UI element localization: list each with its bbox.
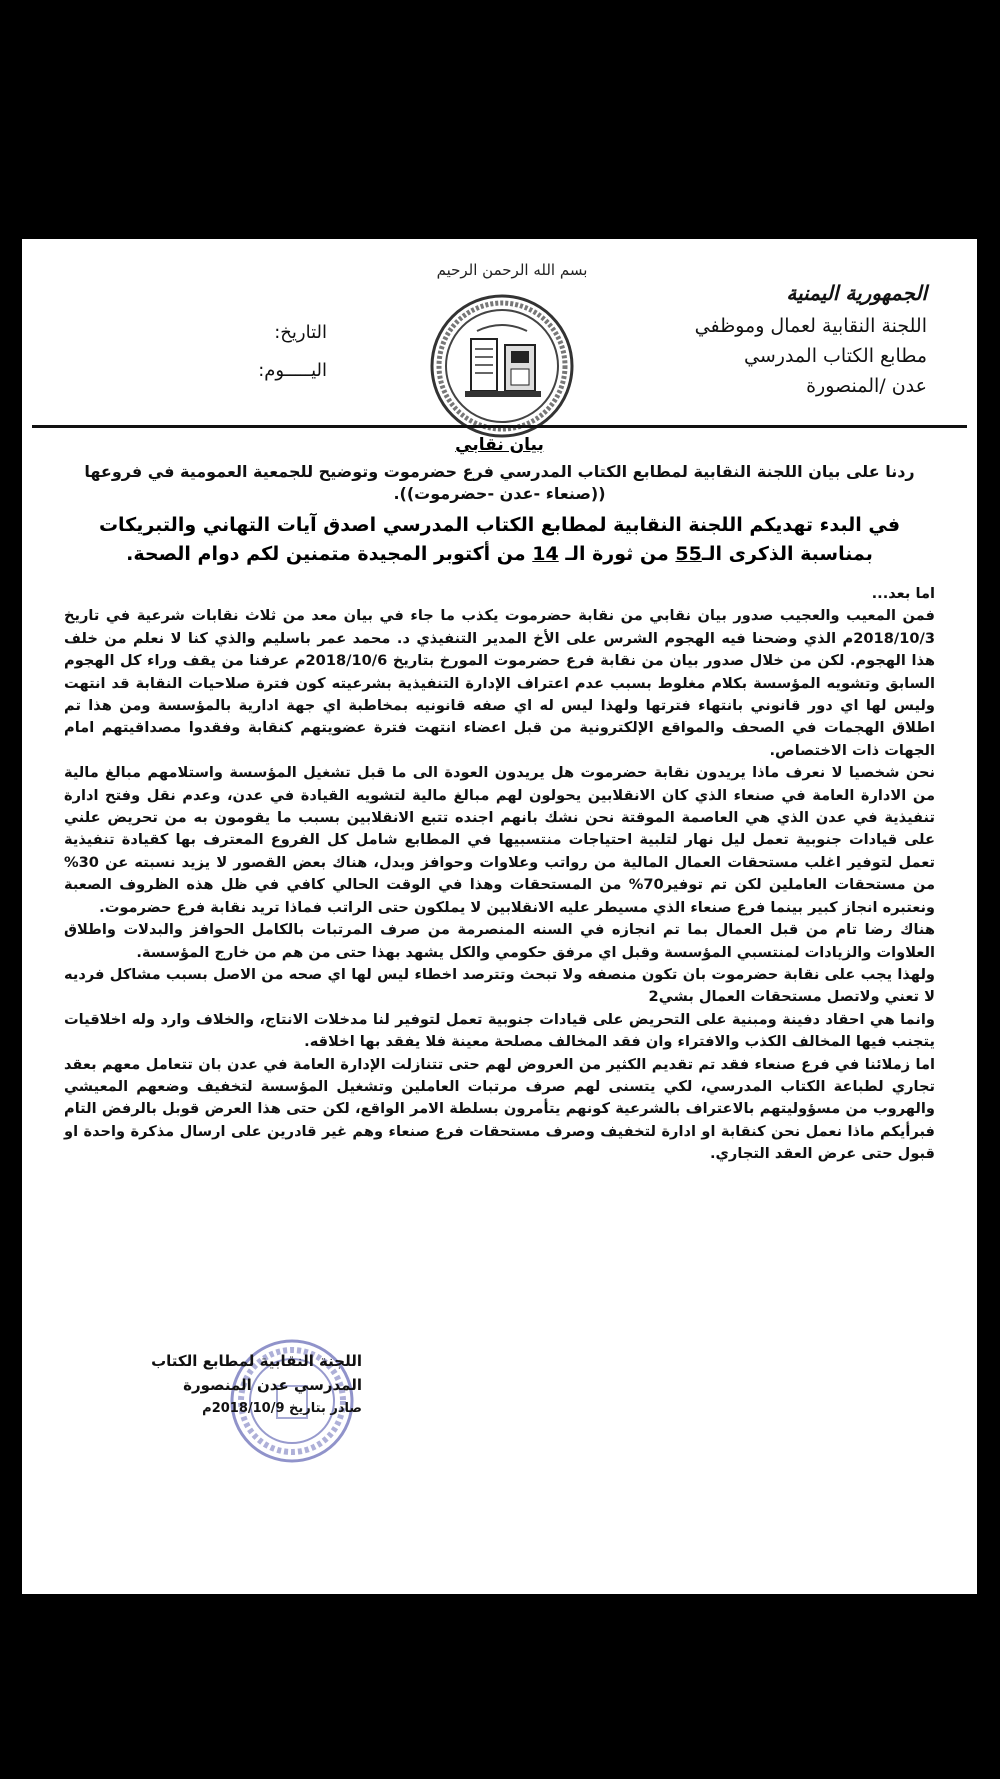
issue-date: صادر بتاريخ 2018/10/9م xyxy=(202,1401,362,1416)
signature-block xyxy=(142,1349,362,1421)
greeting-line-1: في البدء تهديكم اللجنة النقابية لمطابع الكتاب المدرسي اصدق آيات التهاني والتبريكات xyxy=(98,514,901,536)
signature-line-2: المدرسي عدن المنصورة xyxy=(183,1376,362,1394)
anniversary-number: 55 xyxy=(675,543,702,565)
org-line-3: عدن /المنصورة xyxy=(806,375,927,397)
october-date-number: 14 xyxy=(532,543,559,565)
paragraph: وانما هي احقاد دفينة ومبنية على التحريض على قيادات جنوبية تعمل لتوفير لنا مدخلات الانتاج، والخلاف وارد وله اخلاقيات يتجنب فيها المخالف الكذب والافتراء وان فقد المخالف مصلحة معينة فلا يفقد بها اخلاقه. xyxy=(64,1010,935,1051)
paragraph: اما زملائنا في فرع صنعاء فقد تم تقديم الكثير من العروض لهم حتى تتنازلت الإدارة العامة في عدن بان تتعامل معهم بعقد تجاري لطباعة الكتاب المدرسي، لكي يتسنى لهم صرف مرتبات العاملين وتشغيل المؤسسة لتخفيف وضعهم المعيشي والهروب من مسؤوليتهم بالاعتراف بالشرعية كونهم يتأمرون بسلطة الامر الواقع، لكن حتى هذا العرض قوبل بالرفض التام فبرأيكم ماذا نعمل نحن كنقابة او ادارة لتخفيف وصرف مستحقات فرع صنعاء وهم غير قادرين على ارسال مذكرة واحدة او قبول حتى عرض العقد التجاري. xyxy=(64,1055,935,1163)
document-title: بيان نقابي xyxy=(455,435,544,455)
paragraph: اما بعد... xyxy=(871,585,935,602)
header-date-block xyxy=(217,314,327,390)
paragraph: ولهذا يجب على نقابة حضرموت بان تكون منصفه ولا تبحث وتترصد اخطاء ليس لها اي صحه من الاصل بسبب مشاكل فرديه لا تعني ولاتصل مستحقات العمال بشي2 xyxy=(64,965,935,1006)
paragraph: فمن المعيب والعجيب صدور بيان نقابي من نقابة حضرموت يكذب ما جاء في بيان معد من ثلاث نقابات شرعية في تاريخ 2018/10/3م الذي وضحنا فيه الهجوم الشرس على الأخ المدير التنفيذي د. محمد عمر باسليم والذي كنا لا نعلم من خلف هذا الهجوم. لكن من خلال صدور بيان من نقابة فرع حضرموت المورخ بتاريخ 2018/10/6م عرفنا من يقف وراء كل الهجوم السابق وتشويه المؤسسة بكلام مغلوط بسبب عدم اعتراف الإدارة التنفيذية بشرعيته كون فترة صلاحيات النقابة قد انتهت وليس لها اي دور قانوني بانتهاء فترتها ولهذا ليس له اي صفه قانونيه بمخاطبة اي جهة ادارية بالمؤسسة ومن هذا تم اطلاق الهجمات في الصحف والمواقع الإلكترونية من قبل اعضاء انتهت فترة عضويتهم كنقابة وفقدوا مصداقيتهم امام الجهات ذات الاختصاص. xyxy=(64,607,936,759)
republic-calligraphy: الجمهورية اليمنية xyxy=(786,281,927,305)
paragraph: نحن شخصيا لا نعرف ماذا يريدون نقابة حضرموت هل يريدون العودة الى ما قبل تشغيل المؤسسة واستلامهم مبالغ مالية من الادارة العامة في صنعاء الذي كان الانقلابين يحولون لهم مبالغ مالية لتشويه القيادة في عدن، وعدم نقل وفتح ادارة تنفيذية في عدن الذي هي العاصمة الموقتة نحن نشك بانهم اجنده تتبع الانقلابين بسبب ما يقومون به من تحريض علني على قيادات جنوبية تعمل ليل نهار لتلبية احتياجات منتسبيها في المطابع شامل كل الفروع المعترف بها كقيادة تنفيذية تعمل لتوفير اغلب مستحقات العمال المالية من رواتب وعلاوات وحوافز وبدل، هناك بعض القصور لا يزيد نسبته عن 30% من مستحقات العاملين لكن تم توفير70% من المستحقات وهذا في الوقت الحالي كافي في ظل هذه الظروف الصعبة ونعتبره انجاز كبير بينما فرع صنعاء الذي مسيطر عليه الانقلابين لا يملكون حتى الراتب فماذا تريد نقابة فرع حضرموت. xyxy=(64,764,935,916)
paragraph: هناك رضا تام من قبل العمال بما تم انجازه في السنه المنصرمة من صرف المرتبات بالكامل الحوافز والبدلات واطلاق العلاوات والزيادات لمنتسبي المؤسسة وقبل اي مرفق حكومي والكل يشهد بهذا حتى من هم من خارج المؤسسة. xyxy=(64,921,935,961)
greeting-text-a: بمناسبة الذكرى الـ xyxy=(701,543,873,565)
basmala: بسم الله الرحمن الرحيم xyxy=(436,261,588,279)
day-label: اليـــــوم: xyxy=(258,360,327,381)
header-organization xyxy=(667,281,927,401)
document-subtitle xyxy=(42,461,957,505)
statement-body xyxy=(64,583,935,1166)
subtitle-line-2: ((صنعاء -عدن -حضرموت)). xyxy=(393,484,606,503)
greeting-text-c: من أكتوبر المجيدة متمنين لكم دوام الصحة. xyxy=(126,543,533,565)
document-page xyxy=(22,239,977,1594)
greeting xyxy=(42,511,957,569)
signature-line-1: اللجنة النقابية لمطابع الكتاب xyxy=(151,1352,362,1370)
greeting-text-b: من ثورة الـ xyxy=(558,543,676,565)
emblem-logo-icon xyxy=(427,291,577,441)
greeting-line-2 xyxy=(42,540,957,569)
org-line-2: مطابع الكتاب المدرسي xyxy=(744,345,927,367)
org-line-1: اللجنة النقابية لعمال وموظفي xyxy=(694,315,927,337)
date-label: التاريخ: xyxy=(274,322,327,343)
header-divider xyxy=(32,425,967,428)
subtitle-line-1: ردنا على بيان اللجنة النقابية لمطابع الكتاب المدرسي فرع حضرموت وتوضيح للجمعية العمومية في فروعها xyxy=(84,462,915,481)
